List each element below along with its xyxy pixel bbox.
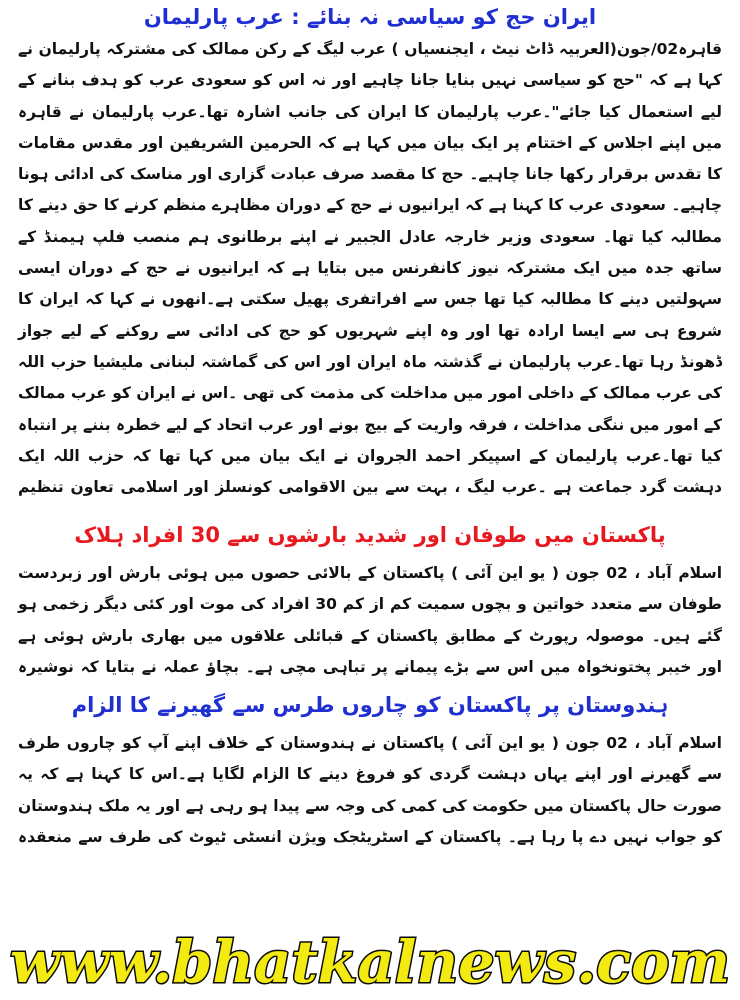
article-2-headline: پاکستان میں طوفان اور شدید بارشوں سے 30 افراد ہلاک [74, 523, 666, 547]
site-watermark [0, 920, 740, 1000]
site-logo-watermark [0, 920, 740, 1000]
watermark-text: www.bhatkalnews.com [10, 928, 730, 996]
article-3-body: اسلام آباد ، 02 جون ( یو این آئی ) پاکستان نے ہندوستان کے خلاف اپنے آپ کو چاروں طرف سے گھیرنے اور اپنے یہاں دہشت گردی کو فروغ دینے کا الزام لگایا ہے۔اس کا کہنا ہے کہ یہ صورت حال پاکستان میں حکومت کی کمی کی وجہ سے پیدا ہو رہی ہے اور یہ ملک ہندوستان کو جواب نہیں دے پا رہا ہے۔ پاکستان کے اسٹریٹجک ویژن انسٹی ٹیوٹ کی طرف سے منعقدہ [18, 734, 722, 846]
article-3-headline: ہندوستان پر پاکستان کو چاروں طرس سے گھیرنے کا الزام [71, 693, 669, 717]
article-1-headline: ایران حج کو سیاسی نہ بنائے : عرب پارلیمان [143, 5, 597, 29]
article-2-body: اسلام آباد ، 02 جون ( یو این آئی ) پاکستان کے بالائی حصوں میں ہوئی بارش اور زبردست طوفان سے متعدد خواتین و بچوں سمیت کم از کم 30 افراد کی موت اور کئی دیگر زخمی ہو گئے ہیں۔ موصولہ رپورٹ کے مطابق پاکستان کے قبائلی علاقوں میں بھاری بارش ہوئی ہے اور خیبر پختونخواہ میں اس سے بڑے پیمانے پر تباہی مچی ہے۔ بچاؤ عملہ نے بتایا کہ نوشیرہ [18, 564, 723, 676]
article-1-body: قاہرہ02/جون(العربیہ ڈاٹ نیٹ ، ایجنسیاں ) عرب لیگ کے رکن ممالک کی مشترکہ پارلیمان نے کہا ہے کہ "حج کو سیاسی نہیں بنایا جانا چاہیے اور نہ اس کو سعودی عرب کو ہدف بنانے کے لیے استعمال کیا جائے"۔عرب پارلیمان کا ایران کی جانب اشارہ تھا۔عرب پارلیمان نے قاہرہ میں اپنے اجلاس کے اختتام پر ایک بیان میں کہا ہے کہ الحرمین الشریفین اور مقدس مقامات کا تقدس برقرار رکھا جانا چاہیے۔ حج کا مقصد صرف عبادت گزاری اور مناسک کی ادائی ہونا چاہیے۔ سعودی عرب کا کہنا ہے کہ ایرانیوں نے حج کے دوران مظاہرے منظم کرنے کا حق دینے کا مطالبہ کیا تھا۔ سعودی وزیر خارجہ عادل الجبیر نے اپنے برطانوی ہم منصب فلپ ہیمنڈ کے ساتھ جدہ میں ایک مشترکہ نیوز کانفرنس میں بتایا ہے کہ ایرانیوں نے حج کے دوران ایسی سہولتیں دینے کا مطالبہ کیا تھا جس سے افراتفری پھیل سکتی ہے۔انھوں نے کہا کہ ایران کا شروع ہی سے ایسا ارادہ تھا اور وہ اپنے شہریوں کو حج کی ادائی سے روکنے کے لیے جواز ڈھونڈ رہا تھا۔عرب پارلیمان نے گذشتہ ماہ ایران اور اس کی گماشتہ لبنانی ملیشیا حزب اللہ کی عرب ممالک کے داخلی امور میں مداخلت کی مذمت کی تھی ۔اس نے ایران کو عرب ممالک کے امور میں ننگی مداخلت ، فرقہ واریت کے بیج بونے اور عرب اتحاد کے لیے خطرہ بننے پر انتباہ کیا تھا۔عرب پارلیمان کے اسپیکر احمد الجروان نے ایک بیان میں کہا تھا کہ حزب اللہ ایک دہشت گرد جماعت ہے ۔عرب لیگ ، بہت سے بین الاقوامی کونسلز اور اسلامی تعاون تنظیم [18, 40, 722, 497]
